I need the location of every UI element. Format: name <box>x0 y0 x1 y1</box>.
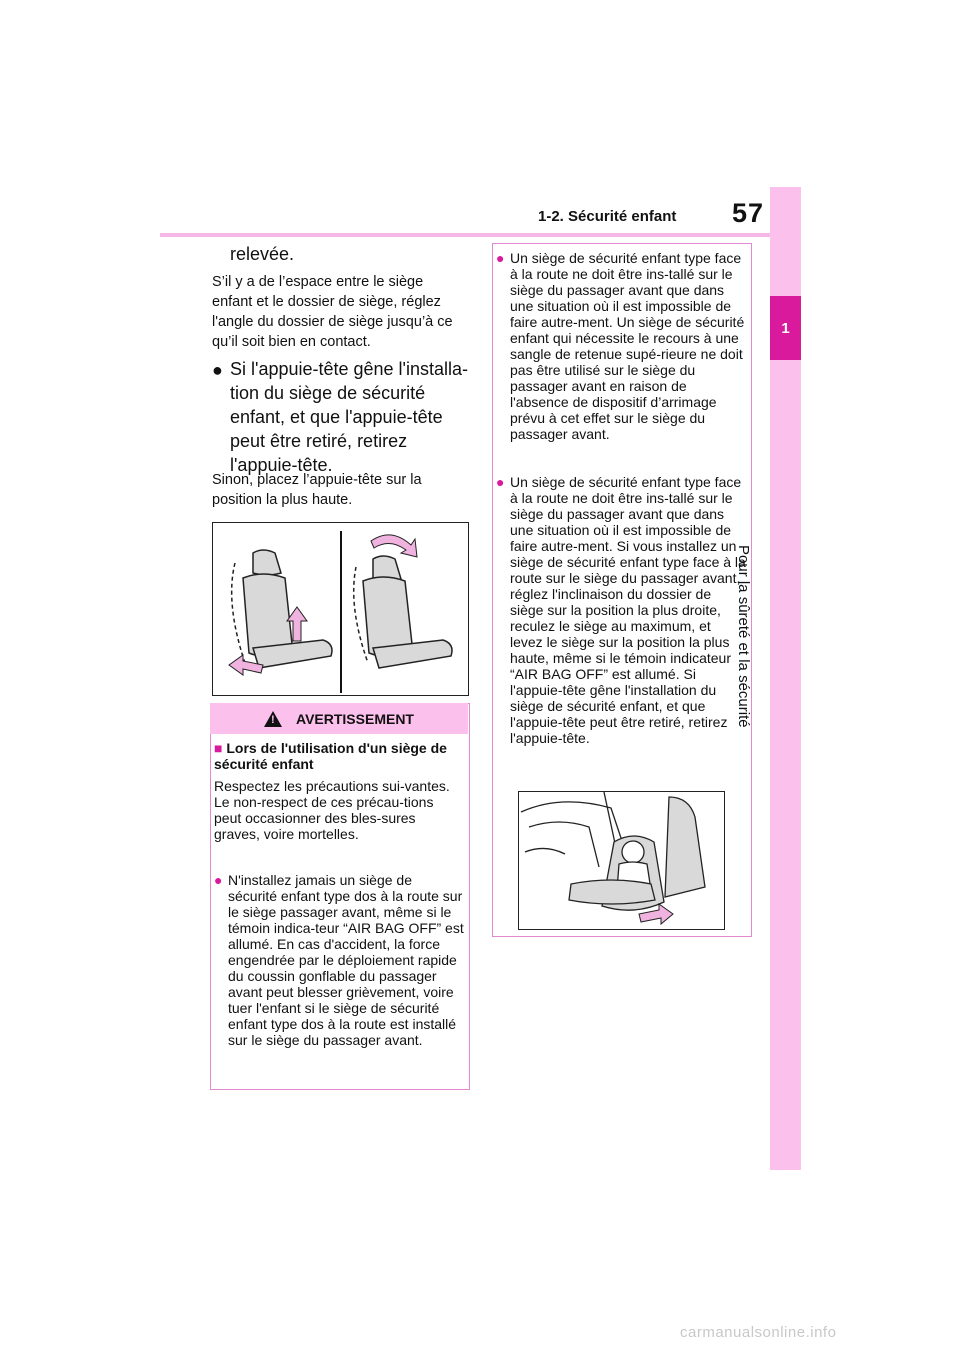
seat-headrest-illustration <box>212 522 469 696</box>
seat-left-drawing <box>232 550 332 668</box>
right-item-2-text: Un siège de sécurité enfant type face à la route ne doit être ins-tallé sur le siège du passager avant que dans une situation où il est impossible de faire autre-ment. Si vous installez un siège de sécurité enfant type face à la route sur le siège du passager avant, réglez l'inclinaison du dossier de siège sur la position la plus droite, reculez le siège au maximum, et levez le siège sur la position la plus haute, même si le témoin indicateur “AIR BAG OFF” est allumé. Si l'appuie-tête gêne l'installation du siège de sécurité enfant, et que l'appuie-tête peut être retiré, retirez l'appuie-tête. <box>510 474 746 746</box>
warning-subheading <box>214 740 464 772</box>
warning-item-1-text: N'installez jamais un siège de sécurité enfant type dos à la route sur le siège passager avant, même si le témoin indica-teur “AIR BAG OFF” est allumé. En cas d'accident, la force engendrée par le déploiement rapide du coussin gonflable du passager avant peut blesser grièvement, voire tuer l'enfant si le siège de sécurité enfant type dos à la route est installé sur le siège du passager avant. <box>228 872 464 1048</box>
warning-subheading-text: Lors de l'utilisation d'un siège de sécurité enfant <box>214 740 447 772</box>
chapter-title-vertical: Pour la sûreté et la sécurité <box>735 545 752 728</box>
pink-bullet-icon: ● <box>496 474 505 490</box>
watermark: carmanualsonline.info <box>680 1324 837 1341</box>
warning-header <box>210 703 468 734</box>
page-number: 57 <box>732 198 765 228</box>
right-item-1-text: Un siège de sécurité enfant type face à la route ne doit être ins-tallé sur le siège du passager avant que dans une situation où il est impossible de faire autre-ment. Un siège de sécurité enfant qui nécessite le recours à une sangle de retenue supé-rieure ne doit pas être utilisé sur le siège du passager avant en raison de l'absence de dispositif d’arrimage prévu à cet effet sur le siège du passager avant. <box>510 250 745 442</box>
chapter-number-badge: 1 <box>770 296 801 360</box>
child-seat-drawing <box>569 836 664 910</box>
bullet-dot-icon: ● <box>212 360 223 380</box>
seat-illustration-svg <box>213 523 468 695</box>
pink-bullet-icon: ● <box>214 872 223 888</box>
header-rule <box>160 233 770 237</box>
child-seat-illustration <box>518 791 725 930</box>
child-seat-svg <box>519 792 724 929</box>
warning-intro: Respectez les précautions sui-vantes. Le non-respect de ces précau-tions peut occasionner des bles-sures graves, voire mortelles. <box>214 778 450 842</box>
pink-bullet-icon: ● <box>496 250 505 266</box>
warning-triangle-icon: ! <box>264 711 282 727</box>
paragraph-seat-gap: S’il y a de l’espace entre le siège enfant et le dossier de siège, réglez l'angle du dossier de siège jusqu’à ce qu’il soit bien en contact. <box>212 274 453 350</box>
section-title: 1-2. Sécurité enfant <box>538 208 677 225</box>
paragraph-headrest-high: Sinon, placez l’appuie-tête sur la position la plus haute. <box>212 472 422 508</box>
text-fragment: relevée. <box>230 244 295 264</box>
bullet-headrest-text: Si l'appuie-tête gêne l'installa-tion du siège de sécurité enfant, et que l'appuie-tête peut être retiré, retirez l'appuie-tête. <box>230 359 469 475</box>
warning-title: AVERTISSEMENT <box>296 710 414 727</box>
seat-right-drawing <box>354 556 452 668</box>
square-bullet-icon: ■ <box>214 740 223 756</box>
